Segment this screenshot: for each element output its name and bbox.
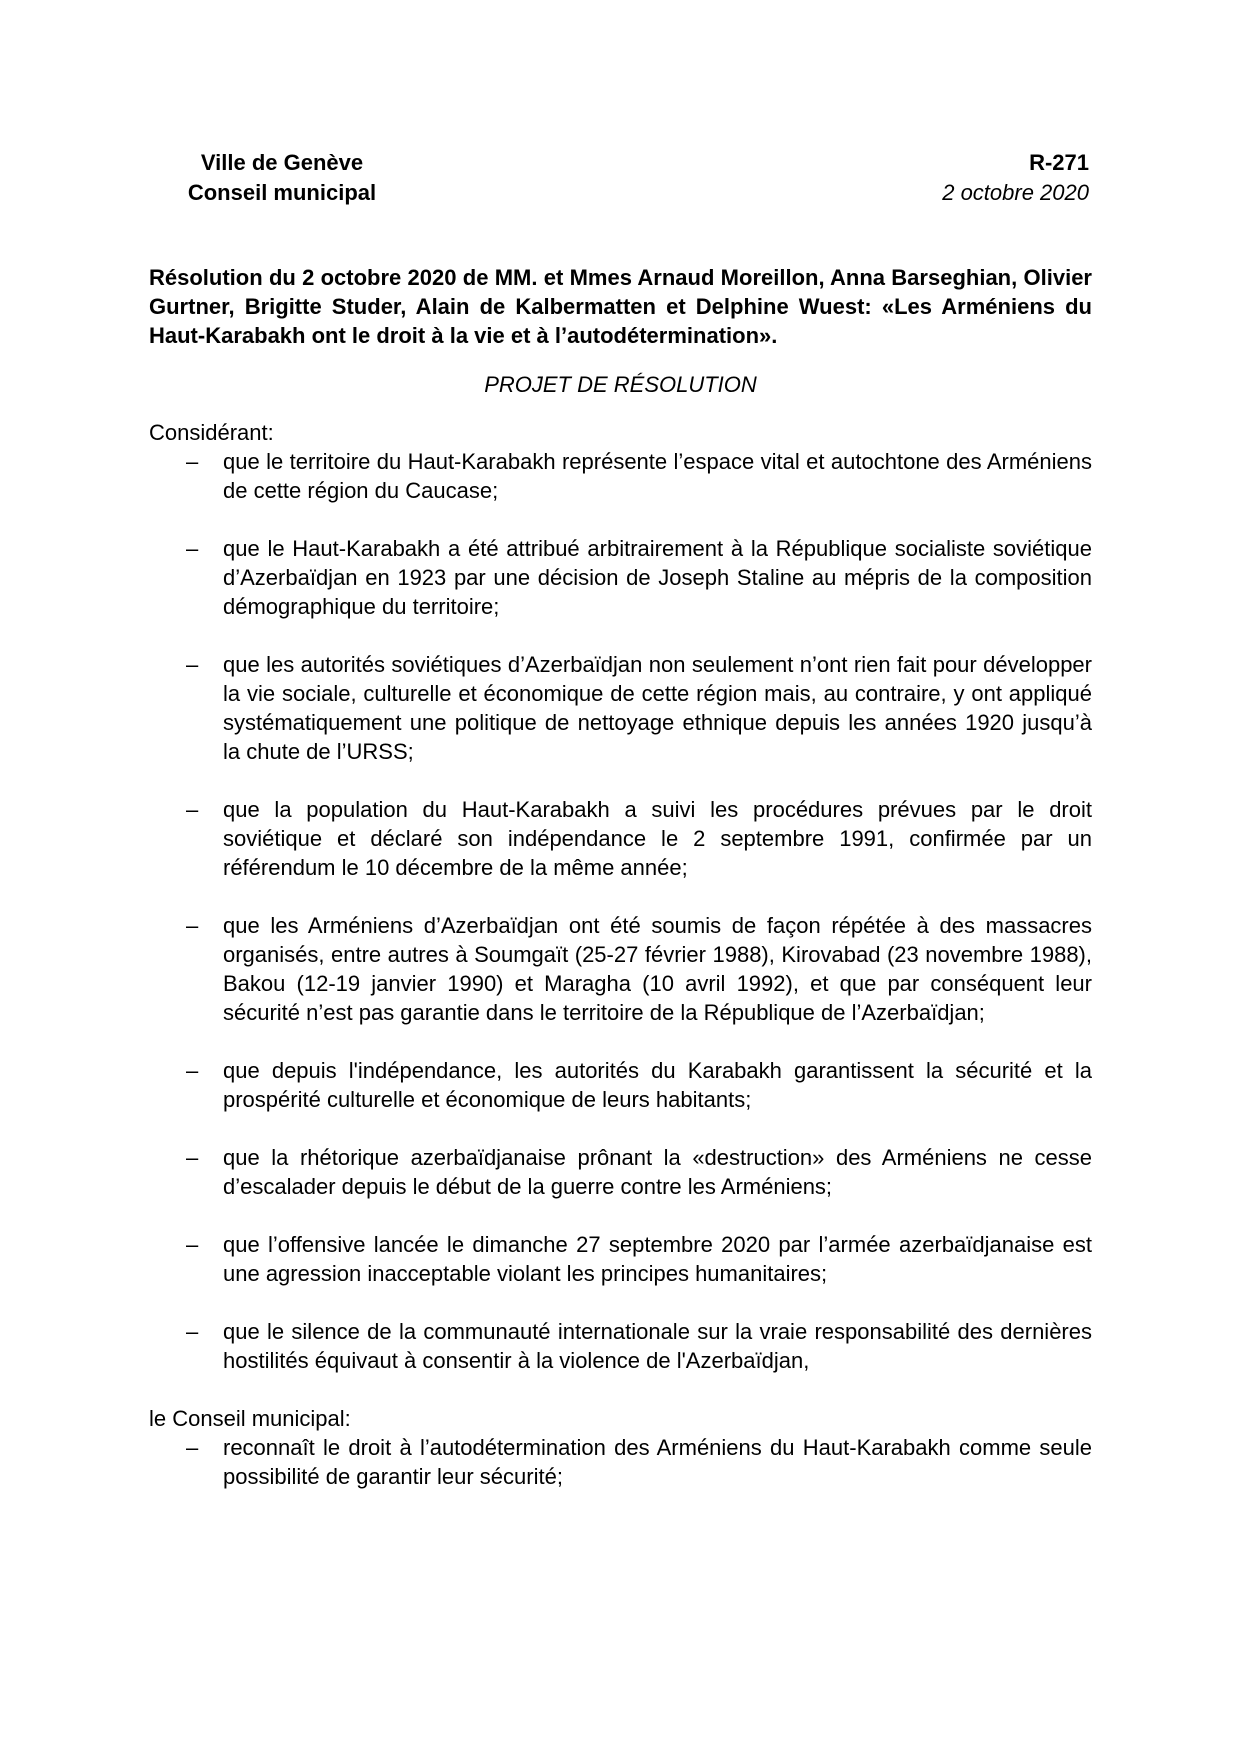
list-item: [149, 1056, 1092, 1114]
decision-list: [149, 1433, 1092, 1491]
list-item-text: que le territoire du Haut-Karabakh représente l’espace vital et autochtone des Arméniens de cette région du Caucase;: [223, 449, 1092, 503]
list-item: [149, 911, 1092, 1027]
list-item: [149, 650, 1092, 766]
issuer-block: [152, 148, 412, 208]
dash-bullet: –: [186, 536, 199, 561]
considerant-list: [149, 447, 1092, 1375]
considerant-label: Considérant:: [149, 420, 274, 445]
dash-bullet: –: [186, 1232, 199, 1257]
list-item: [149, 1230, 1092, 1288]
reference-block: [829, 148, 1089, 208]
list-item-text: que la population du Haut-Karabakh a suivi les procédures prévues par le droit soviétique et déclaré son indépendance le 2 septembre 1991, confirmée par un référendum le 10 décembre de la même année;: [223, 797, 1092, 880]
list-item-text: que les Arméniens d’Azerbaïdjan ont été soumis de façon répétée à des massacres organisés, entre autres à Soumgaït (25-27 février 1988), Kirovabad (23 novembre 1988), Bakou (12-19 janvier 1990) et Maragha (10 avril 1992), et que par conséquent leur sécurité n’est pas garantie dans le territoire de la République de l’Azerbaïdjan;: [223, 913, 1092, 1025]
list-item: [149, 1143, 1092, 1201]
list-item: [149, 795, 1092, 882]
dash-bullet: –: [186, 1145, 199, 1170]
list-item-text: que l’offensive lancée le dimanche 27 septembre 2020 par l’armée azerbaïdjanaise est une agression inacceptable violant les principes humanitaires;: [223, 1232, 1092, 1286]
dash-bullet: –: [186, 449, 199, 474]
list-item: [149, 1317, 1092, 1375]
dash-bullet: –: [186, 1435, 199, 1460]
list-item-text: que la rhétorique azerbaïdjanaise prônant la «destruction» des Arméniens ne cesse d’escalader depuis le début de la guerre contre les Arméniens;: [223, 1145, 1092, 1199]
section-subtitle: PROJET DE RÉSOLUTION: [484, 372, 757, 397]
dash-bullet: –: [186, 913, 199, 938]
list-item-text: que le silence de la communauté internationale sur la vraie responsabilité des dernières hostilités équivaut à consentir à la violence de l'Azerbaïdjan,: [223, 1319, 1092, 1373]
dash-bullet: –: [186, 1058, 199, 1083]
list-item: [149, 447, 1092, 505]
dash-bullet: –: [186, 652, 199, 677]
list-item-text: que les autorités soviétiques d’Azerbaïdjan non seulement n’ont rien fait pour développer la vie sociale, culturelle et économique de cette région mais, au contraire, y ont appliqué systématiquement une politique de nettoyage ethnique depuis les années 1920 jusqu’à la chute de l’URSS;: [223, 652, 1092, 764]
council-label: le Conseil municipal:: [149, 1406, 351, 1431]
dash-bullet: –: [186, 1319, 199, 1344]
issuer-council: Conseil municipal: [187, 180, 377, 205]
list-item: [149, 1433, 1092, 1491]
list-item-text: reconnaît le droit à l’autodétermination des Arméniens du Haut-Karabakh comme seule possibilité de garantir leur sécurité;: [223, 1435, 1092, 1489]
resolution-title: Résolution du 2 octobre 2020 de MM. et Mmes Arnaud Moreillon, Anna Barseghian, Olivier Gurtner, Brigitte Studer, Alain de Kalbermatten et Delphine Wuest: «Les Arméniens du Haut-Karabakh ont le droit à la vie et à l’autodétermination».: [149, 265, 1092, 348]
document-body: [149, 263, 1092, 1491]
list-item-text: que depuis l'indépendance, les autorités du Karabakh garantissent la sécurité et la prospérité culturelle et économique de leurs habitants;: [223, 1058, 1092, 1112]
list-item: [149, 534, 1092, 621]
issuer-city: Ville de Genève: [200, 150, 364, 175]
dash-bullet: –: [186, 797, 199, 822]
document-date: 2 octobre 2020: [942, 180, 1089, 205]
reference-number: R-271: [1029, 150, 1089, 175]
list-item-text: que le Haut-Karabakh a été attribué arbitrairement à la République socialiste soviétique d’Azerbaïdjan en 1923 par une décision de Joseph Staline au mépris de la composition démographique du territoire;: [223, 536, 1092, 619]
